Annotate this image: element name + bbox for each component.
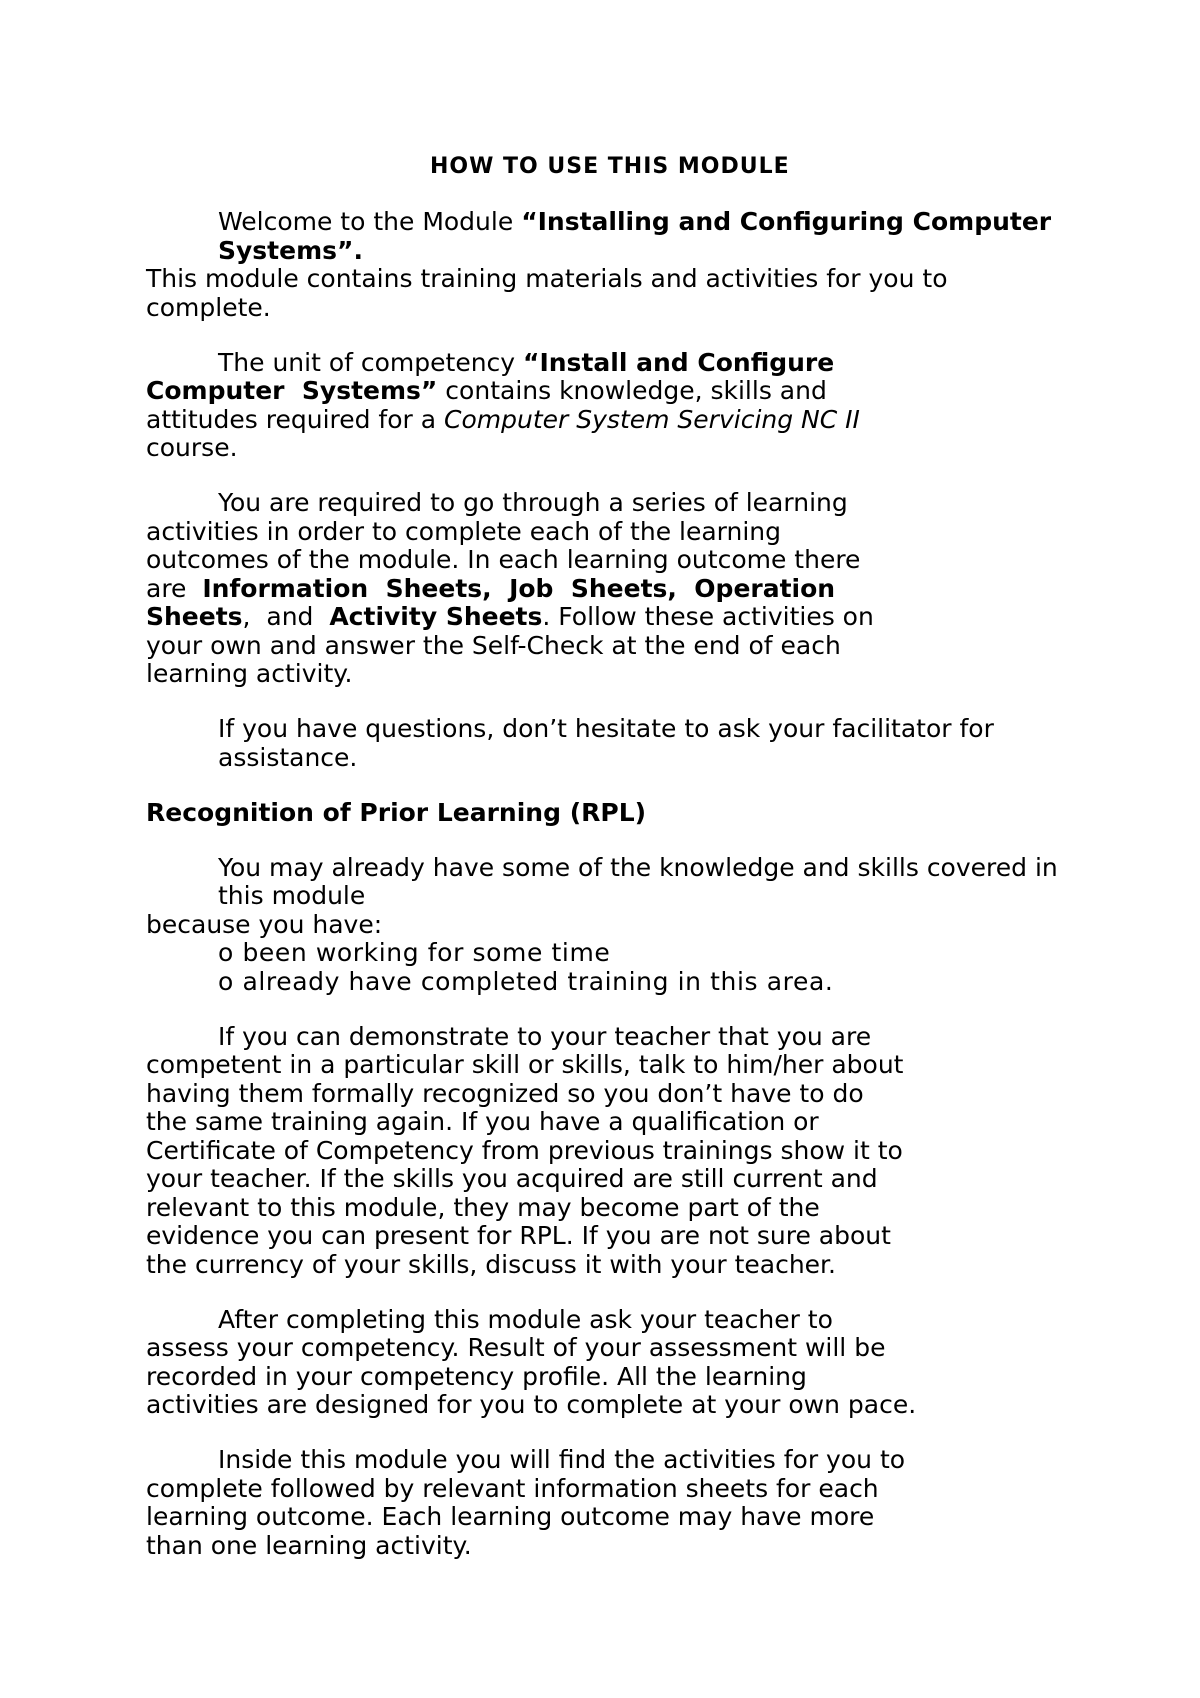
demonstrate-line: competent in a particular skill or skills, talk to him/her about bbox=[146, 1050, 904, 1079]
unit-line-1 bbox=[218, 350, 834, 375]
activity-sheets: Activity Sheets bbox=[329, 602, 543, 631]
questions-line-1: If you have questions, don’t hesitate to ask your facilitator for bbox=[218, 714, 994, 743]
questions-line-2: assistance. bbox=[218, 743, 358, 772]
inside-line: complete followed by relevant information sheets for each bbox=[146, 1474, 879, 1503]
demonstrate-line: Certificate of Competency from previous trainings show it to bbox=[146, 1136, 903, 1165]
rpl-intro-line-3: because you have: bbox=[146, 910, 383, 939]
unit-line-3 bbox=[146, 407, 860, 432]
welcome-line-3: This module contains training materials and activities for you to bbox=[146, 264, 948, 293]
required-line-3: outcomes of the module. In each learning outcome there bbox=[146, 545, 861, 574]
module-name: “Installing and Configuring Computer bbox=[521, 207, 1052, 236]
inside-line: than one learning activity. bbox=[146, 1531, 472, 1560]
demonstrate-line: having them formally recognized so you don’t have to do bbox=[146, 1079, 864, 1108]
required-line-4 bbox=[146, 576, 835, 601]
required-line-7: learning activity. bbox=[146, 659, 353, 688]
unit-line-4: course. bbox=[146, 433, 238, 462]
module-name-end: Systems”. bbox=[218, 236, 363, 265]
required-line-2: activities in order to complete each of the learning bbox=[146, 517, 782, 546]
required-line-1: You are required to go through a series of learning bbox=[218, 488, 848, 517]
unit-line-2-rest: contains knowledge, skills and bbox=[437, 376, 827, 405]
demonstrate-line: the currency of your skills, discuss it with your teacher. bbox=[146, 1250, 836, 1279]
unit-name: “Install and Configure bbox=[523, 348, 835, 377]
sheets-word: Sheets bbox=[146, 602, 243, 631]
rpl-bullet: o been working for some time bbox=[218, 938, 611, 967]
required-line-5-rest: . Follow these activities on bbox=[542, 602, 874, 631]
demonstrate-line: your teacher. If the skills you acquired are still current and bbox=[146, 1164, 878, 1193]
rpl-heading: Recognition of Prior Learning (RPL) bbox=[146, 798, 647, 827]
after-line: activities are designed for you to complete at your own pace. bbox=[146, 1390, 917, 1419]
demonstrate-line: relevant to this module, they may become part of the bbox=[146, 1193, 820, 1222]
welcome-line-2 bbox=[218, 238, 363, 263]
required-line-5 bbox=[146, 604, 874, 629]
welcome-line-4: complete. bbox=[146, 293, 271, 322]
course-name: Computer System Servicing NC II bbox=[444, 405, 860, 434]
demonstrate-line: the same training again. If you have a qualification or bbox=[146, 1107, 819, 1136]
required-line-6: your own and answer the Self-Check at the end of each bbox=[146, 631, 841, 660]
inside-line: Inside this module you will find the activities for you to bbox=[218, 1445, 906, 1474]
unit-line-3-prefix: attitudes required for a bbox=[146, 405, 445, 434]
required-line-5-mid: , and bbox=[242, 602, 330, 631]
page-title: HOW TO USE THIS MODULE bbox=[430, 154, 790, 179]
sheet-types: Information Sheets, Job Sheets, Operation bbox=[202, 574, 836, 603]
welcome-prefix: Welcome to the Module bbox=[218, 207, 522, 236]
unit-name-end: Computer Systems” bbox=[146, 376, 438, 405]
unit-prefix: The unit of competency bbox=[218, 348, 524, 377]
demonstrate-line: If you can demonstrate to your teacher that you are bbox=[218, 1022, 872, 1051]
after-line: recorded in your competency profile. All the learning bbox=[146, 1362, 807, 1391]
rpl-bullet: o already have completed training in this area. bbox=[218, 967, 834, 996]
after-line: assess your competency. Result of your assessment will be bbox=[146, 1333, 886, 1362]
inside-line: learning outcome. Each learning outcome may have more bbox=[146, 1502, 875, 1531]
unit-line-2 bbox=[146, 378, 827, 403]
after-line: After completing this module ask your teacher to bbox=[218, 1305, 833, 1334]
required-line-4-prefix: are bbox=[146, 574, 203, 603]
demonstrate-line: evidence you can present for RPL. If you are not sure about bbox=[146, 1221, 891, 1250]
rpl-intro-line-1: You may already have some of the knowledge and skills covered in bbox=[218, 853, 1058, 882]
rpl-intro-line-2: this module bbox=[218, 881, 366, 910]
welcome-line-1 bbox=[218, 209, 1051, 234]
